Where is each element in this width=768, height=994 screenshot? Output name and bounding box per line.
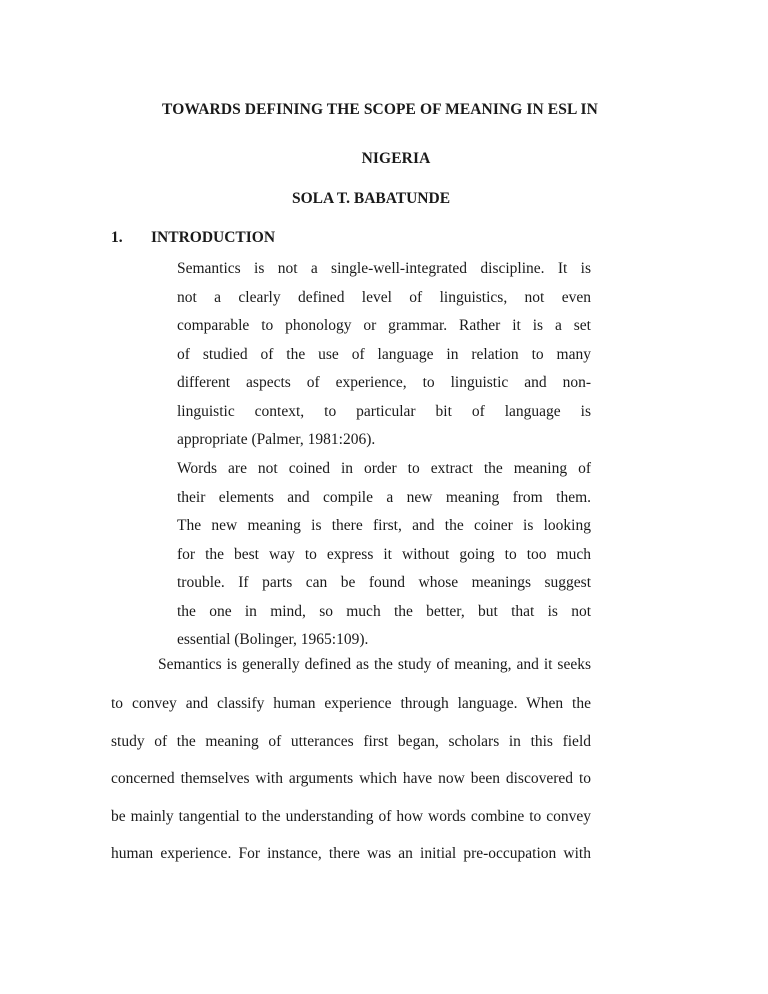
section-number: 1. (111, 229, 123, 246)
paragraph-line: study of the meaning of utterances first began, scholars in this field (111, 732, 591, 750)
quote-line: Words are not coined in order to extract the meaning of (177, 460, 591, 477)
paragraph-line: concerned themselves with arguments which have now been discovered to (111, 770, 591, 787)
author-name: SOLA T. BABATUNDE (291, 190, 451, 207)
quote-line: Semantics is not a single-well-integrated discipline. It is (177, 260, 591, 277)
quote-line: different aspects of experience, to linguistic and non- (177, 374, 591, 391)
quote-line: their elements and compile a new meaning from them. (177, 488, 591, 506)
block-quote-palmer (177, 255, 591, 455)
quote-citation-line: essential (Bolinger, 1965:109). (177, 631, 369, 648)
paragraph-line: to convey and classify human experience through language. When the (111, 695, 591, 712)
document-title-line-1: TOWARDS DEFINING THE SCOPE OF MEANING IN ESL IN (162, 101, 598, 118)
quote-line: not a clearly defined level of linguistics, not even (177, 288, 591, 306)
quote-line: trouble. If parts can be found whose meanings suggest (177, 574, 591, 591)
quote-line: The new meaning is there first, and the coiner is looking (177, 517, 591, 534)
section-title: INTRODUCTION (151, 229, 276, 246)
document-title-line-2: NIGERIA (361, 150, 431, 167)
paragraph-line: Semantics is generally defined as the study of meaning, and it seeks (158, 656, 591, 673)
quote-line: for the best way to express it without going to too much (177, 545, 591, 563)
quote-line: of studied of the use of language in relation to many (177, 345, 591, 363)
quote-line: comparable to phonology or grammar. Rather it is a set (177, 317, 591, 334)
quote-citation-line: appropriate (Palmer, 1981:206). (177, 431, 376, 448)
block-quote-bolinger (177, 455, 591, 655)
paragraph-line: be mainly tangential to the understanding of how words combine to convey (111, 807, 591, 825)
quote-line: the one in mind, so much the better, but that is not (177, 602, 591, 620)
paragraph-line: human experience. For instance, there was an initial pre-occupation with (111, 845, 591, 862)
section-heading (111, 229, 275, 247)
body-paragraph (111, 651, 591, 873)
quote-line: linguistic context, to particular bit of language is (177, 402, 591, 420)
